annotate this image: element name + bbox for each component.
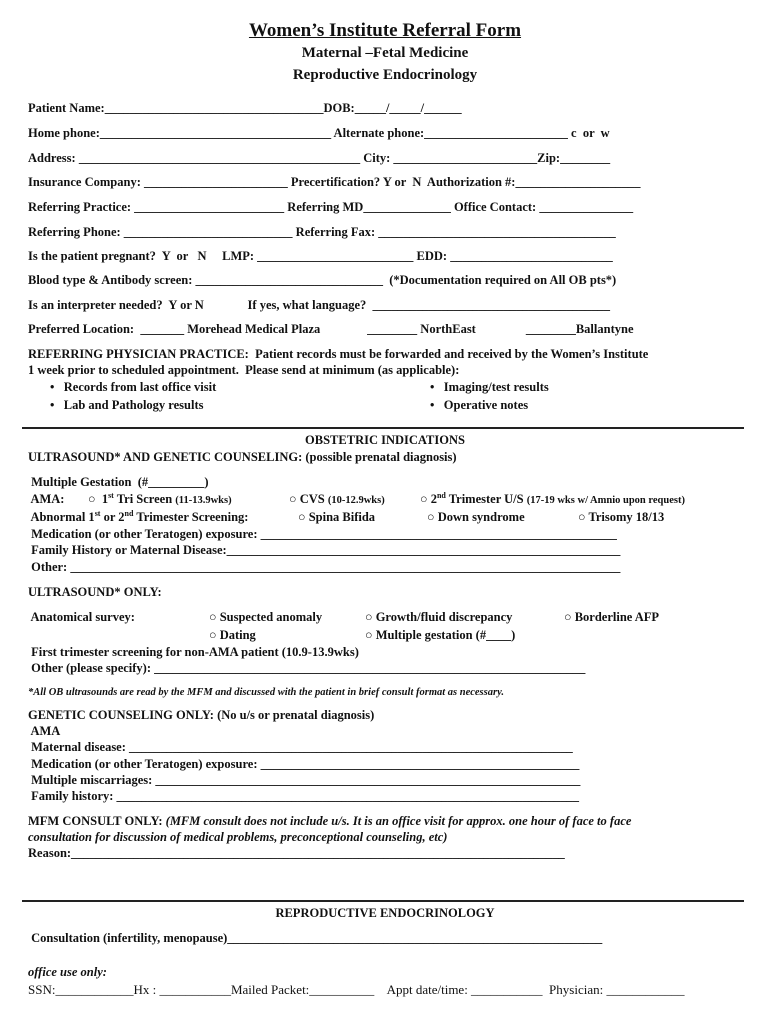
patient-name-dob-line[interactable]: Patient Name:___________________________________DOB:_____/_____/______ xyxy=(28,101,462,115)
referring-physician-note-2: 1 week prior to scheduled appointment. Please send at minimum (as applicable): xyxy=(28,363,460,377)
radio-icon: ○ xyxy=(209,610,217,624)
radio-icon: ○ xyxy=(427,510,435,524)
form-subtitle-re: Reproductive Endocrinology xyxy=(292,67,478,83)
bullet-lab: • Lab and Pathology results xyxy=(50,398,204,412)
spina-bifida-option[interactable]: ○ Spina Bifida xyxy=(298,510,376,524)
family-history-item[interactable]: Family History or Maternal Disease:_______________________________________________________________ xyxy=(31,543,621,557)
radio-icon: ○ xyxy=(564,610,572,624)
radio-icon: ○ xyxy=(420,492,428,506)
anatomical-survey-item[interactable]: Anatomical survey: xyxy=(30,610,135,624)
preferred-location-line[interactable]: Preferred Location: _______ Morehead Medical Plaza ________ NorthEast ________Ballantyne xyxy=(28,322,634,336)
first-trimester-screening-item[interactable]: First trimester screening for non-AMA patient (10.9-13.9wks) xyxy=(31,645,359,659)
radio-icon: ○ xyxy=(209,628,217,642)
insurance-line[interactable]: Insurance Company: _______________________ Precertification? Y or N Authorization #:____________________ xyxy=(28,175,641,189)
ultrasound-footnote: *All OB ultrasounds are read by the MFM and discussed with the patient in brief consult format as necessary. xyxy=(28,687,504,698)
down-syndrome-option[interactable]: ○ Down syndrome xyxy=(427,510,525,524)
bullet-operative: • Operative notes xyxy=(430,398,529,412)
ama-item[interactable]: AMA: xyxy=(30,492,65,506)
other-item[interactable]: Other: ________________________________________________________________________________________ xyxy=(31,560,621,574)
genetic-ama-item[interactable]: AMA xyxy=(30,724,61,738)
medication-exposure-item[interactable]: Medication (or other Teratogen) exposure: _________________________________________________________ xyxy=(31,527,617,541)
genetic-medication-item[interactable]: Medication (or other Teratogen) exposure: ___________________________________________________ xyxy=(31,757,580,771)
form-title: Women’s Institute Referral Form xyxy=(248,20,522,41)
multiple-gestation-option[interactable]: ○ Multiple gestation (#____) xyxy=(365,628,516,642)
second-tri-us-option[interactable]: ○ 2nd Trimester U/S (17-19 wks w/ Amnio upon request) xyxy=(420,490,685,506)
radio-icon: ○ xyxy=(289,492,297,506)
ultrasound-only-heading: ULTRASOUND* ONLY: xyxy=(28,585,162,599)
consultation-item[interactable]: Consultation (infertility, menopause)____________________________________________________________ xyxy=(31,931,603,945)
office-use-fields[interactable]: SSN:____________Hx : ___________Mailed Packet:__________ Appt date/time: ___________ Physician: ____________ xyxy=(28,982,685,997)
bullet-imaging: • Imaging/test results xyxy=(430,380,549,394)
trisomy-option[interactable]: ○ Trisomy 18/13 xyxy=(578,510,665,524)
multiple-miscarriages-item[interactable]: Multiple miscarriages: ____________________________________________________________________ xyxy=(31,773,581,787)
growth-discrepancy-option[interactable]: ○ Growth/fluid discrepancy xyxy=(365,610,513,624)
repro-heading: REPRODUCTIVE ENDOCRINOLOGY xyxy=(275,906,495,920)
mfm-reason-field[interactable]: Reason:_______________________________________________________________________________ xyxy=(28,846,565,860)
first-tri-screen-option[interactable]: ○ 1st Tri Screen (11-13.9wks) xyxy=(88,490,232,506)
radio-icon: ○ xyxy=(365,610,373,624)
borderline-afp-option[interactable]: ○ Borderline AFP xyxy=(564,610,660,624)
form-subtitle-mfm: Maternal –Fetal Medicine xyxy=(301,45,469,61)
other-specify-item[interactable]: Other (please specify): _____________________________________________________________________ xyxy=(31,661,586,675)
suspected-anomaly-option[interactable]: ○ Suspected anomaly xyxy=(209,610,323,624)
ultrasound-genetic-heading: ULTRASOUND* AND GENETIC COUNSELING: (possible prenatal diagnosis) xyxy=(28,450,457,464)
referring-practice-line[interactable]: Referring Practice: ________________________ Referring MD______________ Office Contact: _______________ xyxy=(28,200,634,214)
interpreter-line[interactable]: Is an interpreter needed? Y or N If yes, what language? ______________________________________ xyxy=(28,298,611,312)
referring-physician-note: REFERRING PHYSICIAN PRACTICE: Patient records must be forwarded and received by the Women’s Institute xyxy=(28,347,649,361)
genetic-family-history-item[interactable]: Family history: __________________________________________________________________________ xyxy=(31,789,580,803)
bullet-records: • Records from last office visit xyxy=(50,380,217,394)
address-line[interactable]: Address: _____________________________________________ City: _______________________Zip:________ xyxy=(28,151,611,165)
mfm-consult-heading: MFM CONSULT ONLY: (MFM consult does not include u/s. It is an office visit for approx. one hour of face to face xyxy=(28,814,632,828)
section-divider xyxy=(22,427,744,429)
phone-line[interactable]: Home phone:_____________________________________ Alternate phone:_______________________ c or w xyxy=(28,126,610,140)
maternal-disease-item[interactable]: Maternal disease: _______________________________________________________________________ xyxy=(31,740,573,754)
radio-icon: ○ xyxy=(365,628,373,642)
blood-type-line[interactable]: Blood type & Antibody screen: ______________________________ (*Documentation required on All OB pts*) xyxy=(28,273,617,287)
radio-icon: ○ xyxy=(578,510,586,524)
genetic-counseling-heading: GENETIC COUNSELING ONLY: (No u/s or prenatal diagnosis) xyxy=(28,708,375,722)
obstetric-heading: OBSTETRIC INDICATIONS xyxy=(305,433,465,447)
office-use-label: office use only: xyxy=(28,965,107,979)
cvs-option[interactable]: ○ CVS (10-12.9wks) xyxy=(289,492,385,506)
radio-icon: ○ xyxy=(88,492,96,506)
multiple-gestation-item[interactable]: Multiple Gestation (#_________) xyxy=(31,475,209,489)
pregnancy-line[interactable]: Is the patient pregnant? Y or N LMP: _________________________ EDD: __________________________ xyxy=(28,249,613,263)
dating-option[interactable]: ○ Dating xyxy=(209,628,256,642)
radio-icon: ○ xyxy=(298,510,306,524)
section-divider xyxy=(22,900,744,902)
referring-phone-line[interactable]: Referring Phone: ___________________________ Referring Fax: ______________________________________ xyxy=(28,225,616,239)
mfm-consult-desc: consultation for discussion of medical problems, preconceptional counseling, etc) xyxy=(28,830,448,844)
abnormal-screening-item[interactable]: Abnormal 1st or 2nd Trimester Screening: xyxy=(30,508,249,524)
